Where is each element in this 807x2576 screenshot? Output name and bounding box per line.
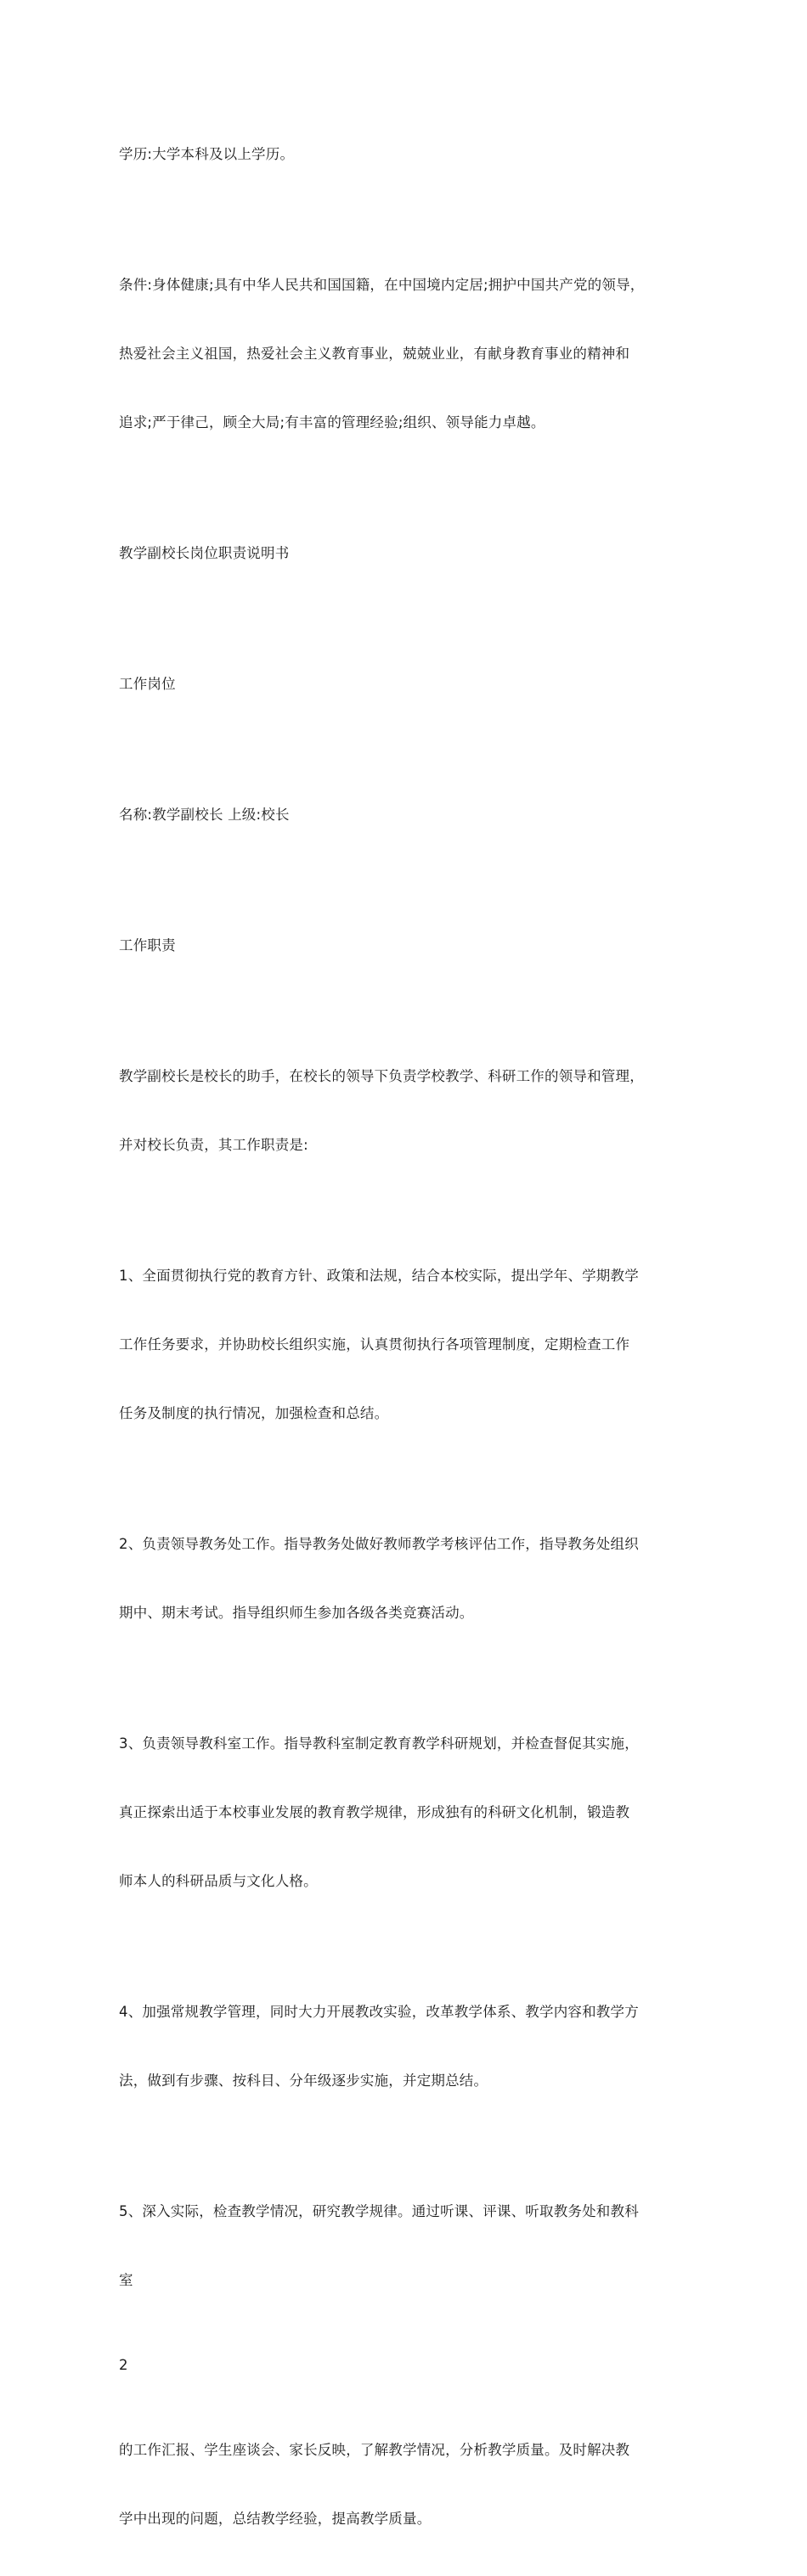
- text-line: 教学副校长岗位职责说明书: [119, 545, 290, 561]
- text-line: 学中出现的问题，总结教学经验，提高教学质量。: [119, 2511, 432, 2527]
- text-line: 并对校长负责，其工作职责是:: [119, 1137, 308, 1153]
- duty-item-5: [119, 2154, 697, 2337]
- duty-item-3: [119, 1686, 697, 1938]
- text-line: 5、深入实际，检查教学情况，研究教学规律。通过听课、评课、听取教务处和教科: [119, 2203, 639, 2219]
- duty-item-4: [119, 1954, 697, 2138]
- text-line: 期中、期末考试。指导组织师生参加各级各类竞赛活动。: [119, 1605, 474, 1621]
- section-heading-duties: [119, 888, 697, 1003]
- text-line: 追求;严于律己，顾全大局;有丰富的管理经验;组织、领导能力卓越。: [119, 414, 545, 430]
- continuation-paragraph: [119, 2393, 697, 2576]
- name-line: [119, 757, 697, 872]
- text-line: 2、负责领导教务处工作。指导教务处做好教师教学考核评估工作，指导教务处组织: [119, 1536, 639, 1552]
- section-heading-position: [119, 627, 697, 741]
- text-line: 学历:大学本科及以上学历。: [119, 146, 295, 162]
- text-line: 法，做到有步骤、按科目、分年级逐步实施，并定期总结。: [119, 2073, 488, 2089]
- text-line: 任务及制度的执行情况，加强检查和总结。: [119, 1405, 389, 1421]
- text-line: 的工作汇报、学生座谈会、家长反映，了解教学情况，分析教学质量。及时解决教: [119, 2442, 630, 2458]
- text-line: 室: [119, 2272, 133, 2288]
- text-line: 工作岗位: [119, 676, 176, 692]
- text-line: 条件:身体健康;具有中华人民共和国国籍，在中国境内定居;拥护中国共产党的领导，: [119, 277, 645, 293]
- text-line: 真正探索出适于本校事业发展的教育教学规律，形成独有的科研文化机制，锻造教: [119, 1804, 630, 1820]
- text-line: 教学副校长是校长的助手，在校长的领导下负责学校教学、科研工作的领导和管理，: [119, 1068, 644, 1084]
- text-line: 3、负责领导教科室工作。指导教科室制定教育教学科研规划，并检查督促其实施，: [119, 1735, 639, 1752]
- intro-paragraph: [119, 1019, 697, 1202]
- text-line: 名称:教学副校长 上级:校长: [119, 807, 290, 823]
- page-number: 2: [119, 2357, 128, 2373]
- text-line: 4、加强常规教学管理，同时大力开展教改实验，改革教学体系、教学内容和教学方: [119, 2004, 639, 2020]
- conditions-paragraph: [119, 228, 697, 480]
- text-line: 工作任务要求，并协助校长组织实施，认真贯彻执行各项管理制度，定期检查工作: [119, 1336, 630, 1353]
- text-line: 1、全面贯彻执行党的教育方针、政策和法规，结合本校实际，提出学年、学期教学: [119, 1268, 639, 1284]
- text-line: 热爱社会主义祖国，热爱社会主义教育事业，兢兢业业，有献身教育事业的精神和: [119, 346, 630, 362]
- duty-item-1: [119, 1218, 697, 1471]
- duty-item-2: [119, 1487, 697, 1670]
- document-page: [119, 97, 697, 2576]
- text-line: 工作职责: [119, 937, 176, 953]
- education-paragraph: [119, 97, 697, 211]
- text-line: 师本人的科研品质与文化人格。: [119, 1873, 318, 1889]
- document-title: [119, 496, 697, 610]
